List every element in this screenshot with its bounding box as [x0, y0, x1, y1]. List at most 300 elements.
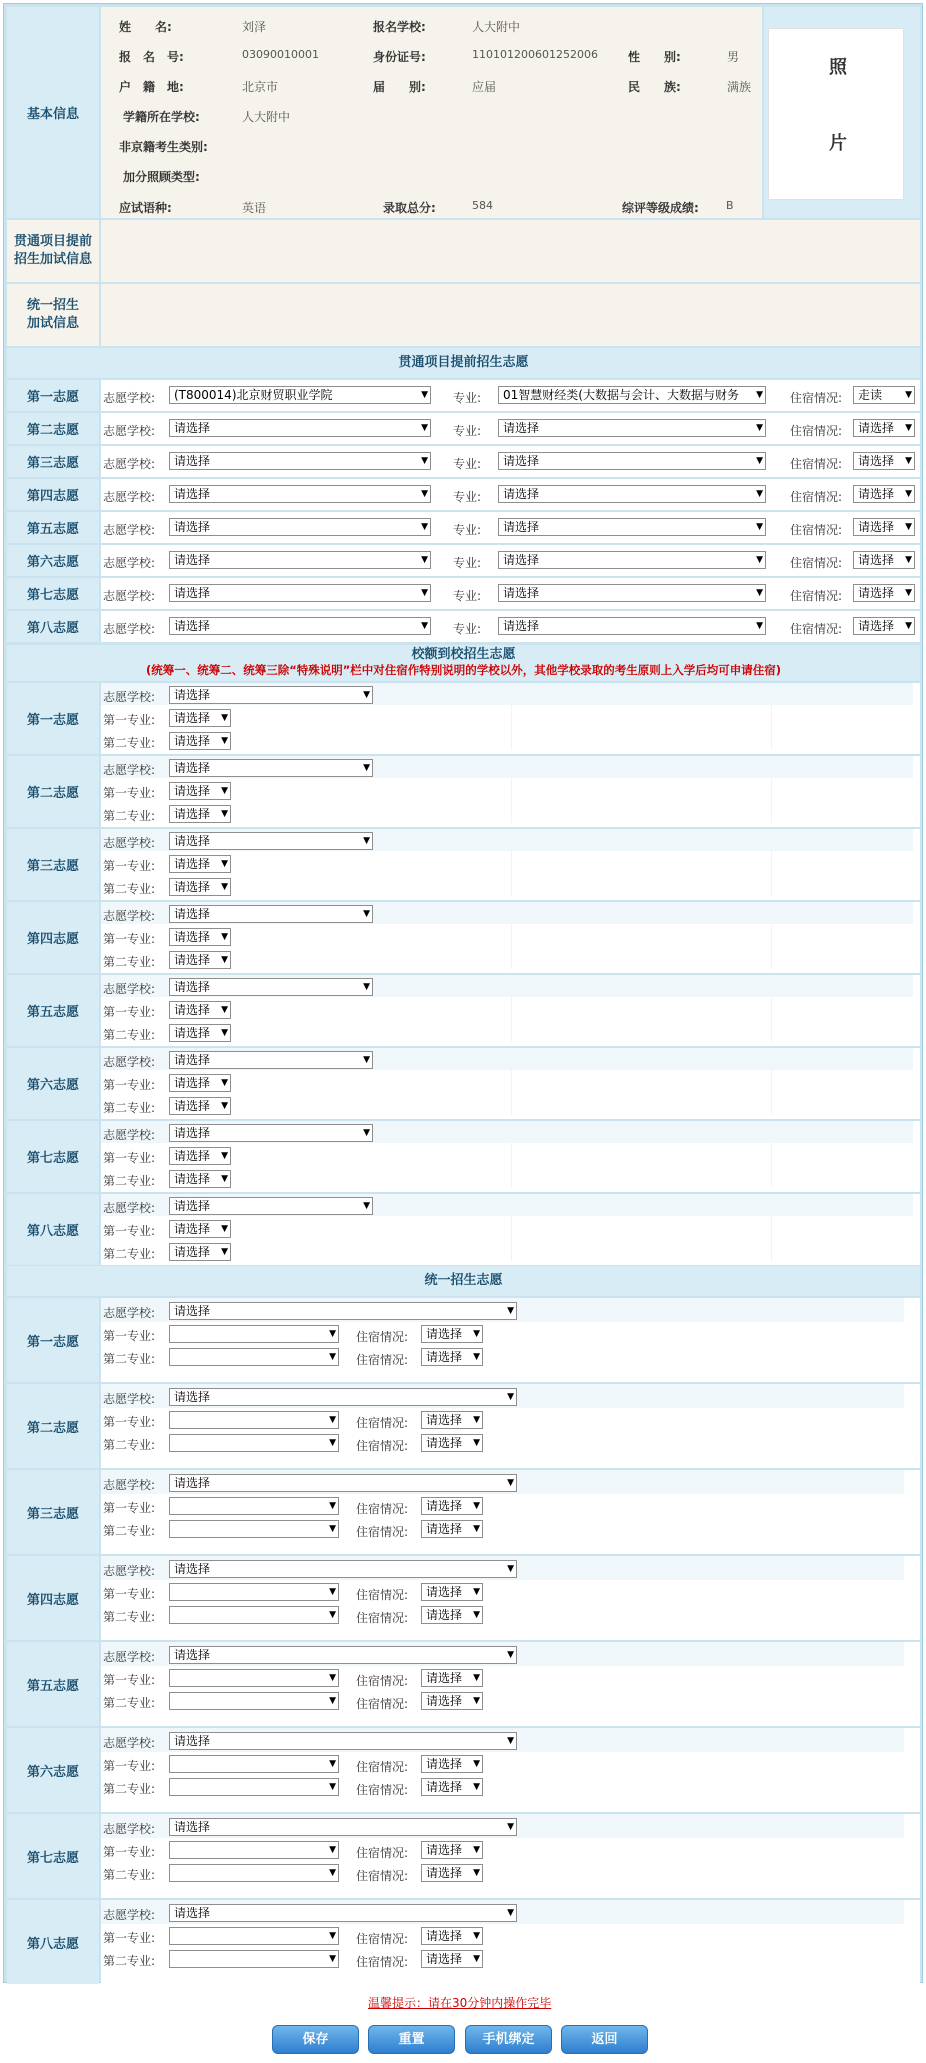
- ty-extra-header: 统一招生加试信息: [7, 284, 99, 346]
- ty-choice-label: 第三志愿: [7, 1470, 99, 1554]
- gt-stay-label: 住宿情况:: [790, 490, 843, 504]
- xueji-label: 学籍所在学校:: [123, 110, 200, 124]
- ty-major1-label: 第一专业:: [103, 1845, 156, 1859]
- xe-major1-label: 第一专业:: [103, 1078, 156, 1092]
- ty-major1-select[interactable]: [169, 1755, 339, 1773]
- ty-stay1-select[interactable]: [421, 1841, 483, 1859]
- ty-major1-select[interactable]: [169, 1497, 339, 1515]
- ty-school-label: 志愿学校:: [103, 1650, 156, 1664]
- gt-extra-header: 贯通项目提前招生加试信息: [7, 220, 99, 282]
- row-divider: [511, 705, 512, 750]
- dropdown-arrow-icon: ▼: [221, 882, 228, 892]
- photo-frame: [768, 28, 904, 200]
- ty-school-select-value: 请选择: [174, 1820, 211, 1834]
- xe-major2-select[interactable]: [169, 1024, 231, 1042]
- xe-major1-select[interactable]: [169, 1220, 231, 1238]
- dropdown-arrow-icon: ▼: [221, 955, 228, 965]
- gt-school-select-value: 请选择: [174, 520, 211, 534]
- dropdown-arrow-icon: ▼: [507, 1478, 514, 1488]
- gt-school-label: 志愿学校:: [103, 457, 156, 471]
- ty-school-select[interactable]: [169, 1646, 517, 1664]
- ty-major1-select[interactable]: [169, 1583, 339, 1601]
- xe-major1-select-value: 请选择: [174, 1222, 211, 1236]
- ty-school-label: 志愿学校:: [103, 1736, 156, 1750]
- row-divider: [511, 1143, 512, 1188]
- dropdown-arrow-icon: ▼: [221, 859, 228, 869]
- dropdown-arrow-icon: ▼: [421, 390, 428, 400]
- dropdown-arrow-icon: ▼: [905, 621, 912, 631]
- row-divider: [771, 1070, 772, 1115]
- gt-school-select-value: 请选择: [174, 421, 211, 435]
- xe-major1-label: 第一专业:: [103, 1151, 156, 1165]
- gt-school-label: 志愿学校:: [103, 391, 156, 405]
- row-divider: [771, 997, 772, 1042]
- ty-stay1-select[interactable]: [421, 1583, 483, 1601]
- ty-stay1-select-value: 请选择: [426, 1843, 463, 1857]
- ty-school-select-value: 请选择: [174, 1734, 211, 1748]
- ty-stay2-select[interactable]: [421, 1692, 483, 1710]
- xe-major1-select-value: 请选择: [174, 930, 211, 944]
- gt-school-select[interactable]: [169, 452, 431, 470]
- dropdown-arrow-icon: ▼: [421, 522, 428, 532]
- ty-stay1-select[interactable]: [421, 1411, 483, 1429]
- ty-major2-label: 第二专业:: [103, 1782, 156, 1796]
- ty-stay2-label: 住宿情况:: [356, 1955, 409, 1969]
- ty-major1-label: 第一专业:: [103, 1587, 156, 1601]
- xe-school-select[interactable]: [169, 905, 373, 923]
- xe-major2-select-value: 请选择: [174, 734, 211, 748]
- ty-major1-select[interactable]: [169, 1325, 339, 1343]
- ty-major2-select[interactable]: [169, 1692, 339, 1710]
- grade-label: 综评等级成绩:: [622, 201, 699, 215]
- gt-major-select-value: 请选择: [503, 619, 540, 633]
- gt-major-select[interactable]: [498, 584, 766, 602]
- ty-stay2-label: 住宿情况:: [356, 1439, 409, 1453]
- gt-school-select[interactable]: [169, 584, 431, 602]
- gt-major-select-value: 请选择: [503, 586, 540, 600]
- ty-major2-label: 第二专业:: [103, 1868, 156, 1882]
- ty-stay2-select[interactable]: [421, 1434, 483, 1452]
- dropdown-arrow-icon: ▼: [329, 1524, 336, 1534]
- dropdown-arrow-icon: ▼: [756, 489, 763, 499]
- dropdown-arrow-icon: ▼: [221, 713, 228, 723]
- ty-stay1-select[interactable]: [421, 1325, 483, 1343]
- dropdown-arrow-icon: ▼: [329, 1610, 336, 1620]
- gt-choice-row: [101, 512, 920, 543]
- gt-school-label: 志愿学校:: [103, 556, 156, 570]
- gt-school-select[interactable]: [169, 419, 431, 437]
- xe-school-label: 志愿学校:: [103, 1128, 156, 1142]
- ty-school-label: 志愿学校:: [103, 1478, 156, 1492]
- gt-stay-select-value: 请选择: [858, 553, 895, 567]
- xe-major1-label: 第一专业:: [103, 932, 156, 946]
- xe-school-select-value: 请选择: [174, 1199, 211, 1213]
- dropdown-arrow-icon: ▼: [329, 1696, 336, 1706]
- xe-major1-select-value: 请选择: [174, 1076, 211, 1090]
- ty-major2-label: 第二专业:: [103, 1954, 156, 1968]
- bonus-label: 加分照顾类型:: [123, 170, 200, 184]
- xe-major1-select[interactable]: [169, 1147, 231, 1165]
- ty-school-select[interactable]: [169, 1474, 517, 1492]
- dropdown-arrow-icon: ▼: [473, 1352, 480, 1362]
- xe-school-label: 志愿学校:: [103, 690, 156, 704]
- ty-school-select[interactable]: [169, 1302, 517, 1320]
- gt-major-label: 专业:: [453, 556, 482, 570]
- ty-stay2-select[interactable]: [421, 1950, 483, 1968]
- xe-major2-select[interactable]: [169, 951, 231, 969]
- jie-value: 应届: [472, 80, 497, 94]
- ty-choice-row: [101, 1556, 920, 1640]
- gt-major-select[interactable]: [498, 386, 766, 404]
- photo-placeholder: 照 片: [826, 57, 847, 171]
- row-divider: [511, 1216, 512, 1261]
- gt-major-select[interactable]: [498, 485, 766, 503]
- dropdown-arrow-icon: ▼: [329, 1931, 336, 1941]
- ty-stay2-select-value: 请选择: [426, 1522, 463, 1536]
- xe-major2-label: 第二专业:: [103, 955, 156, 969]
- save-button[interactable]: 保存: [272, 2025, 359, 2054]
- xe-choice-row: [101, 683, 920, 754]
- ty-school-label: 志愿学校:: [103, 1564, 156, 1578]
- gt-major-select[interactable]: [498, 617, 766, 635]
- dropdown-arrow-icon: ▼: [329, 1501, 336, 1511]
- dropdown-arrow-icon: ▼: [329, 1352, 336, 1362]
- dropdown-arrow-icon: ▼: [473, 1438, 480, 1448]
- gt-major-label: 专业:: [453, 457, 482, 471]
- row-divider: [771, 1216, 772, 1261]
- xe-major2-select-value: 请选择: [174, 807, 211, 821]
- gt-school-select-value: 请选择: [174, 487, 211, 501]
- dropdown-arrow-icon: ▼: [329, 1759, 336, 1769]
- gt-choice-label: 第三志愿: [7, 446, 99, 477]
- ty-major1-select[interactable]: [169, 1841, 339, 1859]
- xe-choice-row: [101, 975, 920, 1046]
- gt-stay-select[interactable]: [853, 584, 915, 602]
- dropdown-arrow-icon: ▼: [221, 1174, 228, 1184]
- dropdown-arrow-icon: ▼: [363, 836, 370, 846]
- dropdown-arrow-icon: ▼: [421, 621, 428, 631]
- gt-stay-label: 住宿情况:: [790, 556, 843, 570]
- dropdown-arrow-icon: ▼: [507, 1908, 514, 1918]
- ty-stay1-select[interactable]: [421, 1669, 483, 1687]
- xe-choice-row: [101, 756, 920, 827]
- dropdown-arrow-icon: ▼: [905, 489, 912, 499]
- ty-choice-label: 第六志愿: [7, 1728, 99, 1812]
- dropdown-arrow-icon: ▼: [473, 1782, 480, 1792]
- xe-school-label: 志愿学校:: [103, 836, 156, 850]
- ty-major2-select[interactable]: [169, 1606, 339, 1624]
- xe-school-label: 志愿学校:: [103, 1055, 156, 1069]
- xe-choice-label: 第七志愿: [7, 1121, 99, 1192]
- gt-choice-label: 第五志愿: [7, 512, 99, 543]
- gt-major-label: 专业:: [453, 391, 482, 405]
- gt-stay-select[interactable]: [853, 617, 915, 635]
- dropdown-arrow-icon: ▼: [473, 1868, 480, 1878]
- ty-major1-label: 第一专业:: [103, 1759, 156, 1773]
- ty-stay1-select[interactable]: [421, 1927, 483, 1945]
- xe-school-select[interactable]: [169, 686, 373, 704]
- dropdown-arrow-icon: ▼: [473, 1501, 480, 1511]
- ty-stay2-select[interactable]: [421, 1520, 483, 1538]
- ty-choice-label: 第八志愿: [7, 1900, 99, 1984]
- time-tip-text: 温馨提示：请在30分钟内操作完毕: [368, 1996, 552, 2010]
- gt-major-select-value: 请选择: [503, 421, 540, 435]
- score-value: 584: [472, 199, 493, 212]
- xe-school-select[interactable]: [169, 1197, 373, 1215]
- hukou-label: 户 籍 地:: [119, 80, 184, 94]
- ty-stay1-select-value: 请选择: [426, 1757, 463, 1771]
- dropdown-arrow-icon: ▼: [329, 1845, 336, 1855]
- ty-school-select-value: 请选择: [174, 1906, 211, 1920]
- gender-label: 性 别:: [628, 50, 681, 64]
- ty-stay1-label: 住宿情况:: [356, 1330, 409, 1344]
- xe-major1-select[interactable]: [169, 1074, 231, 1092]
- gt-stay-label: 住宿情况:: [790, 523, 843, 537]
- gt-school-select[interactable]: [169, 485, 431, 503]
- gt-choice-label: 第七志愿: [7, 578, 99, 609]
- ty-school-select[interactable]: [169, 1560, 517, 1578]
- xe-major1-select[interactable]: [169, 709, 231, 727]
- ty-stay1-select-value: 请选择: [426, 1929, 463, 1943]
- ty-major1-select[interactable]: [169, 1927, 339, 1945]
- gt-school-select-value: 请选择: [174, 553, 211, 567]
- gt-choice-label: 第一志愿: [7, 380, 99, 411]
- xe-school-select-value: 请选择: [174, 688, 211, 702]
- xe-school-label: 志愿学校:: [103, 763, 156, 777]
- regno-value: 03090010001: [242, 48, 319, 61]
- dropdown-arrow-icon: ▼: [507, 1822, 514, 1832]
- ty-major2-select[interactable]: [169, 1950, 339, 1968]
- xe-major2-select-value: 请选择: [174, 880, 211, 894]
- score-label: 录取总分:: [383, 201, 436, 215]
- xe-major2-select-value: 请选择: [174, 1099, 211, 1113]
- dropdown-arrow-icon: ▼: [329, 1954, 336, 1964]
- gt-stay-select[interactable]: [853, 518, 915, 536]
- gt-major-label: 专业:: [453, 523, 482, 537]
- dropdown-arrow-icon: ▼: [905, 588, 912, 598]
- back-button[interactable]: 返回: [561, 2025, 648, 2054]
- gt-stay-select-value: 请选择: [858, 421, 895, 435]
- ty-stay2-select[interactable]: [421, 1864, 483, 1882]
- dropdown-arrow-icon: ▼: [756, 390, 763, 400]
- dropdown-arrow-icon: ▼: [221, 1224, 228, 1234]
- gt-major-select[interactable]: [498, 452, 766, 470]
- xe-major2-select[interactable]: [169, 1170, 231, 1188]
- basic-info-header: 基本信息: [7, 7, 99, 218]
- dropdown-arrow-icon: ▼: [905, 423, 912, 433]
- ty-stay2-select-value: 请选择: [426, 1952, 463, 1966]
- ty-major1-label: 第一专业:: [103, 1329, 156, 1343]
- dropdown-arrow-icon: ▼: [756, 456, 763, 466]
- dropdown-arrow-icon: ▼: [363, 1128, 370, 1138]
- gt-major-select-value: 01智慧财经类(大数据与会计、大数据与财务: [503, 388, 739, 402]
- dropdown-arrow-icon: ▼: [756, 621, 763, 631]
- ty-school-select[interactable]: [169, 1818, 517, 1836]
- nonbj-label: 非京籍考生类别:: [119, 140, 208, 154]
- ty-major1-label: 第一专业:: [103, 1501, 156, 1515]
- xe-choice-label: 第二志愿: [7, 756, 99, 827]
- reset-button[interactable]: 重置: [368, 2025, 455, 2054]
- ty-stay2-select-value: 请选择: [426, 1694, 463, 1708]
- xe-major2-select[interactable]: [169, 805, 231, 823]
- ty-extra-cell: [101, 284, 920, 346]
- ty-stay1-select[interactable]: [421, 1497, 483, 1515]
- gt-major-select-value: 请选择: [503, 487, 540, 501]
- xe-school-select[interactable]: [169, 1051, 373, 1069]
- gt-school-select[interactable]: [169, 518, 431, 536]
- dropdown-arrow-icon: ▼: [421, 588, 428, 598]
- xe-major2-label: 第二专业:: [103, 809, 156, 823]
- ty-major2-select[interactable]: [169, 1778, 339, 1796]
- ty-stay1-select[interactable]: [421, 1755, 483, 1773]
- xe-major2-label: 第二专业:: [103, 1028, 156, 1042]
- ty-major1-label: 第一专业:: [103, 1673, 156, 1687]
- xe-school-select-value: 请选择: [174, 980, 211, 994]
- gt-stay-label: 住宿情况:: [790, 457, 843, 471]
- ty-major2-select[interactable]: [169, 1434, 339, 1452]
- xe-school-select[interactable]: [169, 978, 373, 996]
- ty-school-select[interactable]: [169, 1388, 517, 1406]
- ty-stay2-label: 住宿情况:: [356, 1869, 409, 1883]
- xe-major2-select[interactable]: [169, 878, 231, 896]
- ty-major1-select[interactable]: [169, 1669, 339, 1687]
- ty-major1-select[interactable]: [169, 1411, 339, 1429]
- xe-major1-select-value: 请选择: [174, 1003, 211, 1017]
- gt-choice-label: 第二志愿: [7, 413, 99, 444]
- ty-choice-label: 第二志愿: [7, 1384, 99, 1468]
- xe-school-select[interactable]: [169, 1124, 373, 1142]
- xe-major1-select[interactable]: [169, 928, 231, 946]
- ty-choice-row: [101, 1298, 920, 1382]
- gt-stay-select-value: 请选择: [858, 619, 895, 633]
- ty-stay1-label: 住宿情况:: [356, 1932, 409, 1946]
- xe-school-select-value: 请选择: [174, 1053, 211, 1067]
- row-divider: [511, 924, 512, 969]
- gt-stay-select[interactable]: [853, 452, 915, 470]
- gt-school-select[interactable]: [169, 386, 431, 404]
- xe-school-select[interactable]: [169, 759, 373, 777]
- gt-school-select[interactable]: [169, 617, 431, 635]
- ty-school-select[interactable]: [169, 1732, 517, 1750]
- gt-choice-row: [101, 413, 920, 444]
- gt-stay-label: 住宿情况:: [790, 391, 843, 405]
- ty-stay2-select[interactable]: [421, 1606, 483, 1624]
- xe-major2-label: 第二专业:: [103, 736, 156, 750]
- ty-school-select-value: 请选择: [174, 1648, 211, 1662]
- gt-major-label: 专业:: [453, 622, 482, 636]
- xe-choice-row: [101, 1048, 920, 1119]
- gt-choice-label: 第六志愿: [7, 545, 99, 576]
- ty-stay2-label: 住宿情况:: [356, 1783, 409, 1797]
- xe-major2-select[interactable]: [169, 1097, 231, 1115]
- dropdown-arrow-icon: ▼: [221, 1078, 228, 1088]
- photo-panel: [764, 7, 920, 218]
- lang-value: 英语: [242, 201, 267, 215]
- xe-major1-select[interactable]: [169, 1001, 231, 1019]
- xe-major1-label: 第一专业:: [103, 1224, 156, 1238]
- gt-major-select[interactable]: [498, 419, 766, 437]
- ty-major2-select[interactable]: [169, 1864, 339, 1882]
- ty-stay2-select[interactable]: [421, 1778, 483, 1796]
- dropdown-arrow-icon: ▼: [329, 1868, 336, 1878]
- gt-major-select-value: 请选择: [503, 520, 540, 534]
- xe-choice-label: 第五志愿: [7, 975, 99, 1046]
- xe-major2-select-value: 请选择: [174, 953, 211, 967]
- ty-major1-label: 第一专业:: [103, 1931, 156, 1945]
- xe-major2-label: 第二专业:: [103, 1101, 156, 1115]
- ty-stay2-select-value: 请选择: [426, 1608, 463, 1622]
- ty-major2-select[interactable]: [169, 1520, 339, 1538]
- ty-choice-label: 第七志愿: [7, 1814, 99, 1898]
- gt-stay-select-value: 请选择: [858, 586, 895, 600]
- dropdown-arrow-icon: ▼: [905, 555, 912, 565]
- gt-stay-select[interactable]: [853, 419, 915, 437]
- xe-school-select[interactable]: [169, 832, 373, 850]
- ty-school-select[interactable]: [169, 1904, 517, 1922]
- ty-stay1-label: 住宿情况:: [356, 1416, 409, 1430]
- ty-stay1-label: 住宿情况:: [356, 1502, 409, 1516]
- xe-choice-label: 第一志愿: [7, 683, 99, 754]
- dropdown-arrow-icon: ▼: [221, 1101, 228, 1111]
- gt-stay-select[interactable]: [853, 485, 915, 503]
- gt-stay-select[interactable]: [853, 386, 915, 404]
- gt-school-label: 志愿学校:: [103, 424, 156, 438]
- gt-stay-select[interactable]: [853, 551, 915, 569]
- gt-choice-row: [101, 578, 920, 609]
- xe-school-select-value: 请选择: [174, 1126, 211, 1140]
- row-divider: [771, 924, 772, 969]
- dropdown-arrow-icon: ▼: [421, 423, 428, 433]
- ty-stay1-label: 住宿情况:: [356, 1760, 409, 1774]
- xe-major1-label: 第一专业:: [103, 713, 156, 727]
- dropdown-arrow-icon: ▼: [756, 522, 763, 532]
- row-divider: [511, 851, 512, 896]
- dropdown-arrow-icon: ▼: [507, 1392, 514, 1402]
- gt-choice-row: [101, 545, 920, 576]
- ty-choice-row: [101, 1384, 920, 1468]
- ty-stay1-label: 住宿情况:: [356, 1588, 409, 1602]
- hukou-value: 北京市: [242, 80, 279, 94]
- xe-major2-select[interactable]: [169, 732, 231, 750]
- dropdown-arrow-icon: ▼: [507, 1650, 514, 1660]
- dropdown-arrow-icon: ▼: [221, 1247, 228, 1257]
- row-divider: [771, 1143, 772, 1188]
- ty-major2-label: 第二专业:: [103, 1438, 156, 1452]
- xe-major1-select[interactable]: [169, 855, 231, 873]
- xe-choice-row: [101, 1194, 920, 1265]
- xe-major1-select[interactable]: [169, 782, 231, 800]
- gt-school-select[interactable]: [169, 551, 431, 569]
- gt-major-select[interactable]: [498, 551, 766, 569]
- ty-stay2-select[interactable]: [421, 1348, 483, 1366]
- dropdown-arrow-icon: ▼: [221, 786, 228, 796]
- xe-choice-row: [101, 1121, 920, 1192]
- regno-label: 报 名 号:: [119, 50, 184, 64]
- dropdown-arrow-icon: ▼: [363, 982, 370, 992]
- gt-school-select-value: 请选择: [174, 619, 211, 633]
- gt-choice-row: [101, 479, 920, 510]
- ty-major2-select[interactable]: [169, 1348, 339, 1366]
- phone-bind-button[interactable]: 手机绑定: [465, 2025, 552, 2054]
- dropdown-arrow-icon: ▼: [905, 456, 912, 466]
- gt-major-select[interactable]: [498, 518, 766, 536]
- xe-major2-select[interactable]: [169, 1243, 231, 1261]
- gt-major-label: 专业:: [453, 589, 482, 603]
- idno-value: 110101200601252006: [472, 48, 598, 61]
- gt-school-label: 志愿学校:: [103, 622, 156, 636]
- dropdown-arrow-icon: ▼: [756, 423, 763, 433]
- dropdown-arrow-icon: ▼: [473, 1524, 480, 1534]
